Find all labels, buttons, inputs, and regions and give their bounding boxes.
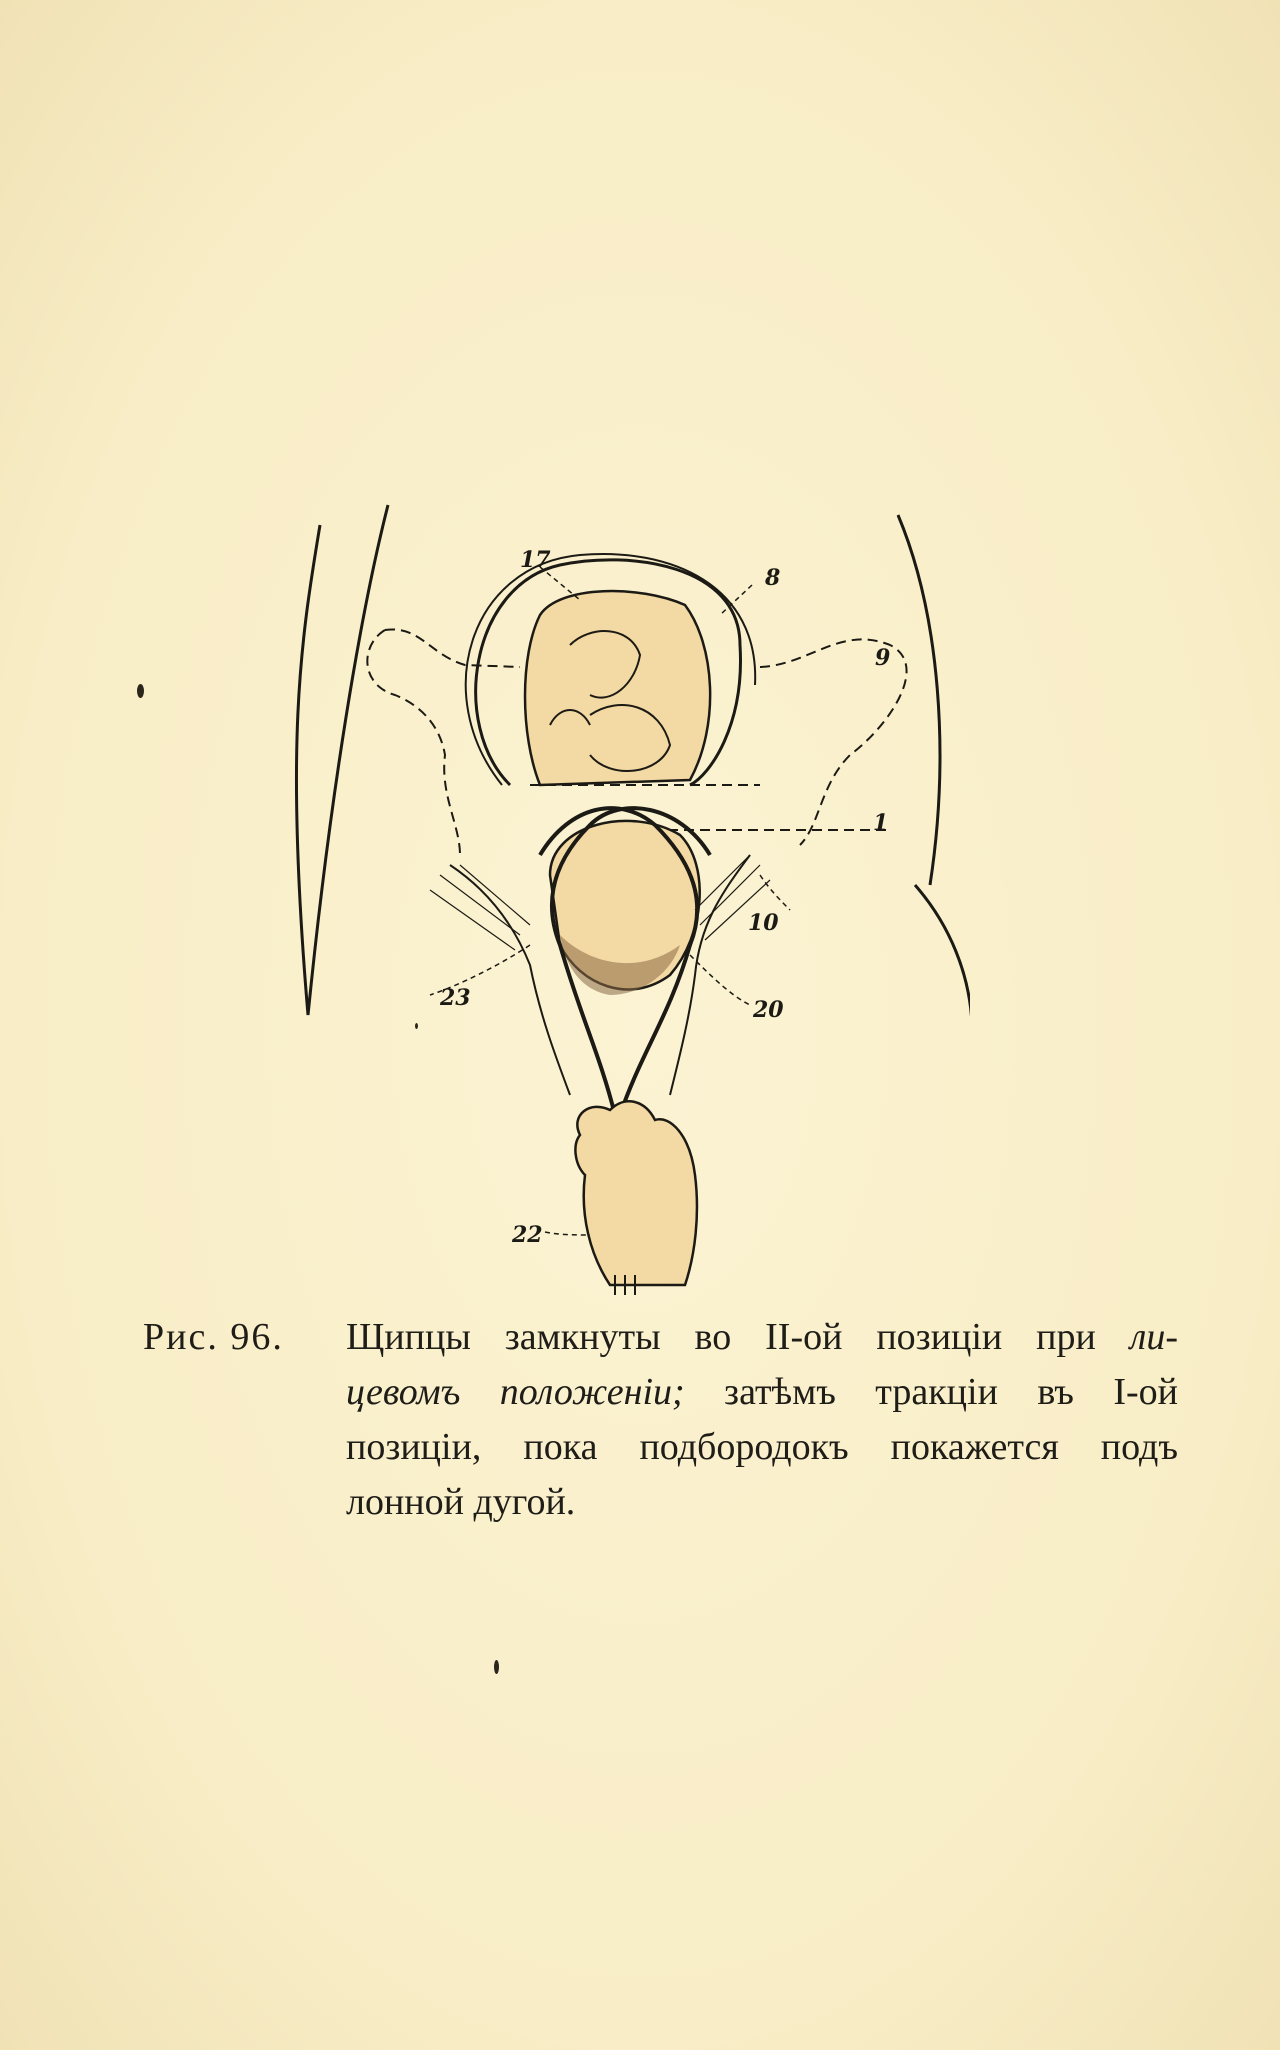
ink-speck <box>494 1660 499 1674</box>
caption-line-2 <box>346 1365 1178 1420</box>
figure-number: Рис. 96. <box>143 1316 284 1358</box>
caption-line-4: лонной дугой. <box>346 1481 576 1523</box>
label-10: 10 <box>748 910 779 936</box>
caption-line-2-text: затѣмъ тракціи въ I-ой <box>684 1371 1179 1413</box>
label-9: 9 <box>875 645 891 671</box>
label-22: 22 <box>512 1222 543 1248</box>
caption-line-3: позиціи, пока подбородокъ покажется подъ <box>346 1426 1178 1468</box>
label-8: 8 <box>765 565 781 591</box>
label-17: 17 <box>520 547 551 573</box>
label-20: 20 <box>753 997 784 1023</box>
label-1: 1 <box>873 810 889 836</box>
caption-line-1-italic: ли- <box>1129 1316 1178 1358</box>
ink-speck <box>415 1023 418 1029</box>
ink-speck <box>137 684 144 698</box>
caption-text <box>346 1310 1178 1530</box>
label-23: 23 <box>440 985 471 1011</box>
caption-line-2-italic: цевомъ положеніи; <box>346 1371 685 1413</box>
forceps-illustration <box>290 495 970 1295</box>
caption-line-1-text: Щипцы замкнуты во II-ой позиціи при <box>346 1316 1130 1358</box>
caption-line-1 <box>346 1310 1178 1365</box>
